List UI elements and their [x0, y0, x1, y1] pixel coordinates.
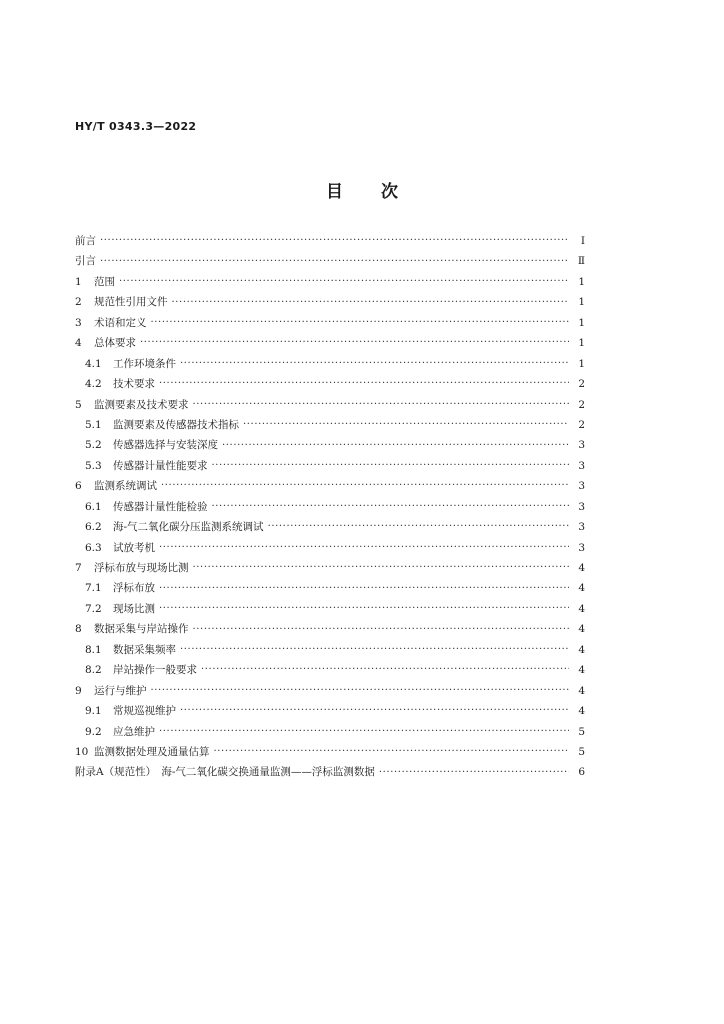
- toc-entry-number: 9.1: [85, 705, 102, 718]
- toc-entry-label: 海-气二氧化碳分压监测系统调试: [113, 521, 264, 534]
- toc-entry[interactable]: [75, 578, 585, 598]
- toc-entry[interactable]: [75, 762, 585, 782]
- toc-entry-label: 浮标布放与现场比测: [94, 562, 189, 574]
- toc-entry[interactable]: [75, 660, 585, 680]
- table-of-contents: [75, 231, 585, 783]
- toc-entry-label: 总体要求: [94, 337, 136, 350]
- toc-entry-number: 5: [75, 398, 82, 411]
- toc-entry-page: 1: [578, 357, 585, 370]
- toc-entry-number: 7: [75, 562, 82, 574]
- toc-leader-dots: [159, 722, 569, 742]
- toc-entry[interactable]: [75, 640, 585, 660]
- toc-entry[interactable]: [75, 251, 585, 271]
- toc-entry-number: 7.2: [85, 602, 102, 615]
- toc-leader-dots: [193, 620, 570, 640]
- toc-leader-dots: [172, 293, 570, 313]
- toc-entry-page: 1: [578, 296, 585, 309]
- toc-entry-page: 4: [578, 705, 585, 718]
- toc-entry-page: 4: [578, 602, 585, 615]
- standard-number: HY/T 0343.3—2022: [75, 120, 197, 133]
- toc-entry-label: 数据采集频率: [113, 643, 176, 656]
- toc-entry-number: 5.2: [85, 439, 102, 452]
- toc-entry-number: 3: [75, 316, 82, 329]
- toc-entry[interactable]: [75, 313, 585, 333]
- toc-entry-label: 监测系统调试: [94, 480, 157, 493]
- toc-entry-number: 9: [75, 684, 82, 697]
- toc-entry-page: 3: [578, 521, 585, 534]
- toc-leader-dots: [159, 599, 569, 619]
- toc-entry-page: 2: [578, 398, 585, 411]
- toc-entry-page: 4: [578, 643, 585, 656]
- toc-entry-page: 3: [578, 480, 585, 493]
- page-title: 目次: [326, 182, 436, 202]
- toc-entry[interactable]: [75, 415, 585, 435]
- toc-entry-page: 3: [578, 500, 585, 513]
- toc-entry-number: 4.1: [85, 357, 102, 370]
- toc-entry-number: 8.1: [85, 643, 102, 656]
- toc-entry-page: 2: [578, 418, 585, 431]
- toc-entry[interactable]: [75, 701, 585, 721]
- toc-entry-label: 范围: [94, 275, 115, 288]
- toc-entry[interactable]: [75, 476, 585, 496]
- toc-entry-page: 5: [578, 745, 585, 758]
- toc-entry-page: 3: [578, 541, 585, 554]
- toc-entry-label: 常规巡视维护: [113, 705, 176, 718]
- toc-entry[interactable]: [75, 517, 585, 537]
- toc-entry-number: 8: [75, 623, 82, 636]
- toc-entry-number: 9.2: [85, 725, 102, 738]
- toc-entry-number: 6: [75, 480, 82, 493]
- toc-leader-dots: [180, 640, 569, 660]
- toc-entry-label: 工作环境条件: [113, 357, 176, 370]
- toc-entry[interactable]: [75, 435, 585, 455]
- toc-entry-number: 10: [75, 745, 89, 758]
- toc-entry-number: 4.2: [85, 378, 102, 391]
- toc-entry-label: 引言: [75, 255, 96, 268]
- toc-entry[interactable]: [75, 497, 585, 517]
- toc-entry-page: 1: [578, 316, 585, 329]
- toc-entry-number: 2: [75, 296, 82, 309]
- toc-entry-page: 4: [578, 684, 585, 697]
- toc-entry-label: 术语和定义: [94, 316, 147, 329]
- toc-entry-label: 运行与维护: [94, 684, 147, 697]
- toc-entry[interactable]: [75, 292, 585, 312]
- toc-leader-dots: [159, 374, 569, 394]
- toc-leader-dots: [180, 354, 569, 374]
- toc-entry-label: 传感器计量性能检验: [113, 500, 208, 513]
- toc-leader-dots: [119, 272, 569, 292]
- toc-entry-label: 监测要素及技术要求: [94, 398, 189, 411]
- toc-entry-page: 6: [578, 766, 585, 779]
- toc-entry-page: 4: [578, 623, 585, 636]
- toc-leader-dots: [100, 252, 569, 272]
- toc-leader-dots: [180, 701, 569, 721]
- toc-entry-label: 数据采集与岸站操作: [94, 623, 189, 636]
- toc-entry-label: 传感器选择与安装深度: [113, 439, 218, 452]
- toc-entry-label: 技术要求: [113, 378, 155, 391]
- toc-entry[interactable]: [75, 599, 585, 619]
- toc-entry-page: 4: [578, 664, 585, 677]
- toc-entry-page: 5: [578, 725, 585, 738]
- toc-leader-dots: [151, 681, 570, 701]
- toc-leader-dots: [193, 558, 570, 578]
- toc-leader-dots: [212, 497, 570, 517]
- toc-leader-dots: [214, 742, 570, 762]
- toc-entry-page: 1: [578, 275, 585, 288]
- toc-entry-label: 试放考机: [113, 541, 155, 554]
- toc-entry[interactable]: [75, 395, 585, 415]
- toc-leader-dots: [212, 456, 570, 476]
- toc-leader-dots: [268, 517, 569, 537]
- toc-leader-dots: [159, 538, 569, 558]
- toc-entry-label: 现场比测: [113, 602, 155, 615]
- toc-entry-number: 5.3: [85, 459, 102, 472]
- toc-entry-page: Ⅱ: [577, 255, 585, 268]
- toc-entry[interactable]: [75, 231, 585, 251]
- toc-leader-dots: [159, 579, 569, 599]
- toc-entry[interactable]: [75, 354, 585, 374]
- toc-entry-number: 7.1: [85, 582, 102, 595]
- toc-entry-number: 8.2: [85, 664, 102, 677]
- toc-entry[interactable]: [75, 722, 585, 742]
- toc-entry-page: 2: [578, 378, 585, 391]
- toc-entry[interactable]: [75, 456, 585, 476]
- toc-entry-number: 1: [75, 275, 82, 288]
- toc-entry-label: 附录A（规范性） 海-气二氧化碳交换通量监测——浮标监测数据: [75, 766, 375, 779]
- toc-leader-dots: [222, 436, 569, 456]
- toc-entry-label: 浮标布放: [113, 582, 155, 595]
- toc-entry-page: 3: [578, 439, 585, 452]
- toc-entry-number: 6.3: [85, 541, 102, 554]
- toc-entry-page: 4: [578, 582, 585, 595]
- toc-entry-number: 6.1: [85, 500, 102, 513]
- toc-entry-label: 传感器计量性能要求: [113, 459, 208, 472]
- toc-leader-dots: [193, 395, 570, 415]
- toc-leader-dots: [140, 333, 569, 353]
- toc-entry-label: 前言: [75, 235, 96, 247]
- toc-entry[interactable]: [75, 333, 585, 353]
- toc-entry-page: 1: [578, 337, 585, 350]
- toc-entry[interactable]: [75, 558, 585, 578]
- toc-leader-dots: [100, 231, 569, 251]
- toc-entry[interactable]: [75, 538, 585, 558]
- toc-entry-number: 4: [75, 337, 82, 350]
- toc-entry-page: Ⅰ: [580, 235, 585, 247]
- toc-entry[interactable]: [75, 374, 585, 394]
- toc-entry[interactable]: [75, 619, 585, 639]
- toc-leader-dots: [379, 763, 569, 783]
- toc-entry-label: 规范性引用文件: [94, 296, 168, 309]
- toc-entry-label: 监测要素及传感器技术指标: [113, 418, 239, 431]
- toc-entry[interactable]: [75, 272, 585, 292]
- toc-entry[interactable]: [75, 681, 585, 701]
- toc-leader-dots: [151, 313, 570, 333]
- toc-leader-dots: [243, 415, 569, 435]
- toc-entry-label: 应急维护: [113, 725, 155, 738]
- toc-entry-number: 6.2: [85, 521, 102, 534]
- toc-entry-page: 3: [578, 459, 585, 472]
- toc-entry-number: 5.1: [85, 418, 102, 431]
- toc-leader-dots: [201, 660, 569, 680]
- toc-leader-dots: [161, 476, 569, 496]
- toc-entry[interactable]: [75, 742, 585, 762]
- toc-entry-label: 岸站操作一般要求: [113, 664, 197, 677]
- toc-entry-page: 4: [578, 562, 585, 574]
- toc-entry-label: 监测数据处理及通量估算: [94, 745, 210, 758]
